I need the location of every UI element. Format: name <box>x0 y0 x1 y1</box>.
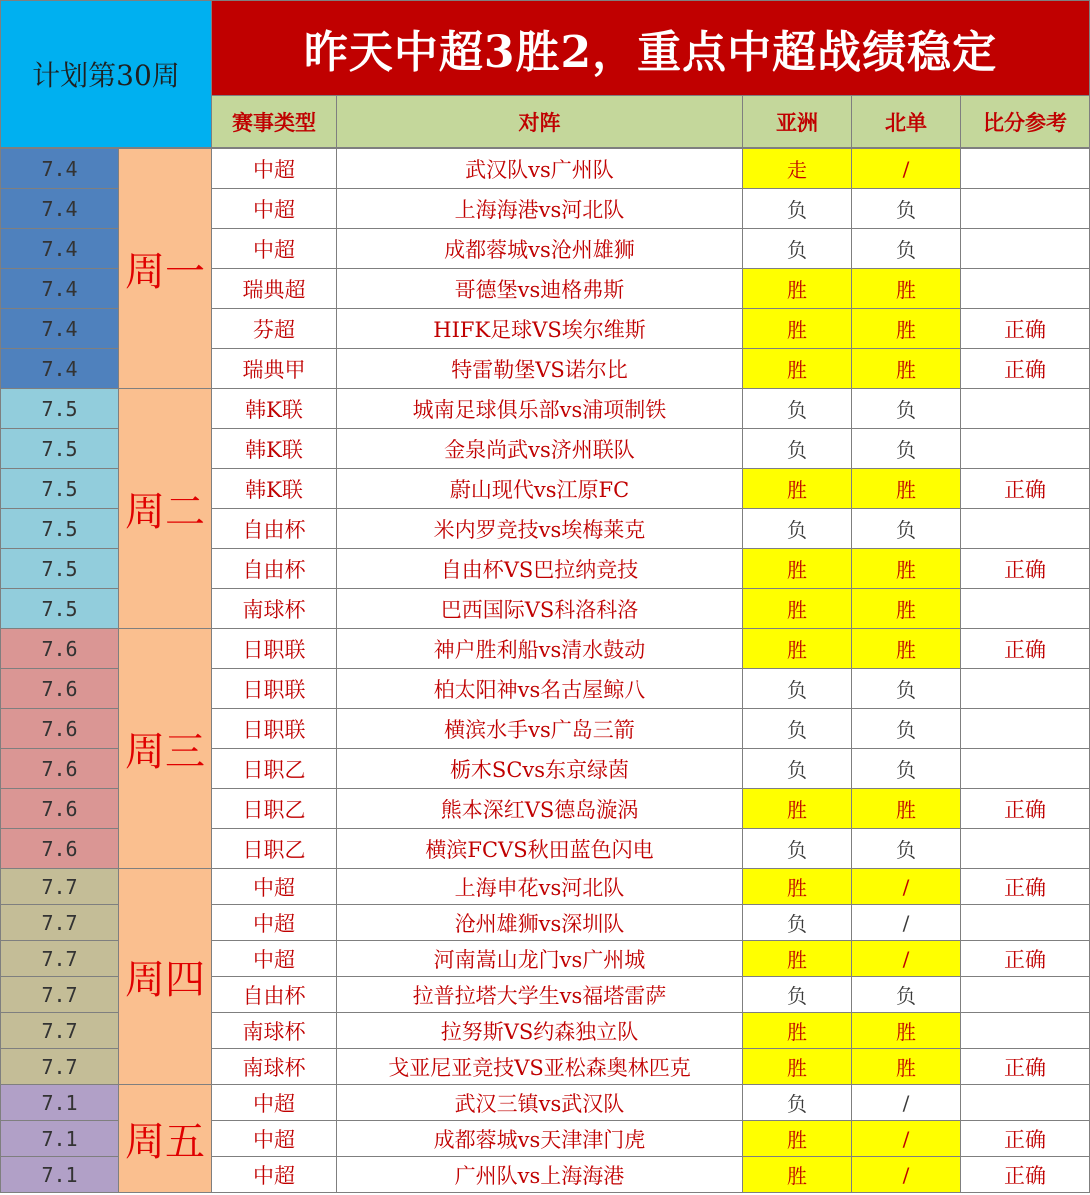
asia-result-cell: 负 <box>742 228 852 269</box>
league-cell: 中超 <box>211 940 337 977</box>
league-cell: 中超 <box>211 1120 337 1157</box>
asia-result-cell: 胜 <box>742 628 852 669</box>
date-cell: 7.7 <box>0 976 119 1013</box>
beidan-result-cell: 负 <box>851 708 961 749</box>
score-reference-cell <box>960 428 1090 469</box>
page-title: 昨天中超3胜2，重点中超战绩稳定 <box>211 0 1090 96</box>
asia-result-cell: 胜 <box>742 548 852 589</box>
header-asia: 亚洲 <box>742 95 852 148</box>
score-reference-cell <box>960 188 1090 229</box>
asia-result-cell: 走 <box>742 148 852 189</box>
match-cell: 拉普拉塔大学生vs福塔雷萨 <box>336 976 743 1013</box>
date-cell: 7.7 <box>0 940 119 977</box>
match-cell: HIFK足球VS埃尔维斯 <box>336 308 743 349</box>
date-cell: 7.6 <box>0 828 119 869</box>
date-cell: 7.7 <box>0 868 119 905</box>
match-cell: 柏太阳神vs名古屋鲸八 <box>336 668 743 709</box>
beidan-result-cell: 负 <box>851 388 961 429</box>
asia-result-cell: 负 <box>742 508 852 549</box>
beidan-result-cell: 胜 <box>851 588 961 629</box>
score-reference-cell <box>960 1084 1090 1121</box>
date-cell: 7.7 <box>0 1048 119 1085</box>
league-cell: 韩K联 <box>211 468 337 509</box>
score-reference-cell: 正确 <box>960 868 1090 905</box>
date-cell: 7.5 <box>0 428 119 469</box>
league-cell: 中超 <box>211 1084 337 1121</box>
league-cell: 自由杯 <box>211 548 337 589</box>
score-reference-cell: 正确 <box>960 468 1090 509</box>
league-cell: 韩K联 <box>211 388 337 429</box>
date-cell: 7.5 <box>0 388 119 429</box>
score-reference-cell <box>960 268 1090 309</box>
date-cell: 7.1 <box>0 1120 119 1157</box>
league-cell: 日职乙 <box>211 828 337 869</box>
header-score: 比分参考 <box>960 95 1090 148</box>
date-cell: 7.4 <box>0 188 119 229</box>
score-reference-cell <box>960 708 1090 749</box>
beidan-result-cell: 负 <box>851 228 961 269</box>
date-cell: 7.6 <box>0 668 119 709</box>
match-cell: 城南足球俱乐部vs浦项制铁 <box>336 388 743 429</box>
league-cell: 日职联 <box>211 708 337 749</box>
date-cell: 7.1 <box>0 1156 119 1193</box>
score-reference-cell <box>960 508 1090 549</box>
match-cell: 横滨FCVS秋田蓝色闪电 <box>336 828 743 869</box>
plan-label: 计划第30周 <box>0 0 212 148</box>
beidan-result-cell: 负 <box>851 508 961 549</box>
date-cell: 7.5 <box>0 548 119 589</box>
weekday-label: 周一 <box>118 148 212 389</box>
asia-result-cell: 负 <box>742 428 852 469</box>
beidan-result-cell: 负 <box>851 828 961 869</box>
match-cell: 河南嵩山龙门vs广州城 <box>336 940 743 977</box>
score-reference-cell <box>960 1012 1090 1049</box>
score-reference-cell <box>960 388 1090 429</box>
beidan-result-cell: 负 <box>851 668 961 709</box>
asia-result-cell: 胜 <box>742 940 852 977</box>
beidan-result-cell: / <box>851 868 961 905</box>
match-cell: 成都蓉城vs沧州雄狮 <box>336 228 743 269</box>
match-cell: 广州队vs上海海港 <box>336 1156 743 1193</box>
beidan-result-cell: / <box>851 1156 961 1193</box>
beidan-result-cell: 胜 <box>851 788 961 829</box>
match-cell: 沧州雄狮vs深圳队 <box>336 904 743 941</box>
weekday-label: 周五 <box>118 1084 212 1193</box>
league-cell: 中超 <box>211 188 337 229</box>
league-cell: 芬超 <box>211 308 337 349</box>
date-cell: 7.1 <box>0 1084 119 1121</box>
asia-result-cell: 胜 <box>742 1012 852 1049</box>
match-cell: 熊本深红VS德岛漩涡 <box>336 788 743 829</box>
date-cell: 7.6 <box>0 788 119 829</box>
match-cell: 自由杯VS巴拉纳竞技 <box>336 548 743 589</box>
date-cell: 7.6 <box>0 708 119 749</box>
league-cell: 中超 <box>211 228 337 269</box>
asia-result-cell: 负 <box>742 976 852 1013</box>
beidan-result-cell: / <box>851 1084 961 1121</box>
beidan-result-cell: 胜 <box>851 628 961 669</box>
beidan-result-cell: 胜 <box>851 548 961 589</box>
beidan-result-cell: / <box>851 1120 961 1157</box>
score-reference-cell <box>960 976 1090 1013</box>
league-cell: 南球杯 <box>211 1048 337 1085</box>
league-cell: 中超 <box>211 868 337 905</box>
date-cell: 7.5 <box>0 588 119 629</box>
league-cell: 自由杯 <box>211 976 337 1013</box>
asia-result-cell: 胜 <box>742 868 852 905</box>
score-reference-cell: 正确 <box>960 1156 1090 1193</box>
beidan-result-cell: / <box>851 148 961 189</box>
date-cell: 7.5 <box>0 508 119 549</box>
score-reference-cell <box>960 668 1090 709</box>
beidan-result-cell: 负 <box>851 976 961 1013</box>
asia-result-cell: 胜 <box>742 268 852 309</box>
league-cell: 南球杯 <box>211 1012 337 1049</box>
date-cell: 7.4 <box>0 308 119 349</box>
beidan-result-cell: 胜 <box>851 1012 961 1049</box>
score-reference-cell: 正确 <box>960 348 1090 389</box>
league-cell: 瑞典超 <box>211 268 337 309</box>
asia-result-cell: 胜 <box>742 1120 852 1157</box>
asia-result-cell: 负 <box>742 188 852 229</box>
date-cell: 7.6 <box>0 628 119 669</box>
league-cell: 中超 <box>211 1156 337 1193</box>
date-cell: 7.6 <box>0 748 119 789</box>
asia-result-cell: 胜 <box>742 468 852 509</box>
asia-result-cell: 负 <box>742 748 852 789</box>
league-cell: 日职乙 <box>211 748 337 789</box>
beidan-result-cell: 负 <box>851 748 961 789</box>
match-cell: 栃木SCvs东京绿茵 <box>336 748 743 789</box>
date-cell: 7.4 <box>0 348 119 389</box>
date-cell: 7.4 <box>0 268 119 309</box>
match-cell: 蔚山现代vs江原FC <box>336 468 743 509</box>
asia-result-cell: 胜 <box>742 1048 852 1085</box>
match-cell: 上海申花vs河北队 <box>336 868 743 905</box>
match-cell: 巴西国际VS科洛科洛 <box>336 588 743 629</box>
header-match: 对阵 <box>336 95 743 148</box>
league-cell: 瑞典甲 <box>211 348 337 389</box>
asia-result-cell: 胜 <box>742 348 852 389</box>
asia-result-cell: 负 <box>742 1084 852 1121</box>
score-reference-cell <box>960 148 1090 189</box>
score-reference-cell: 正确 <box>960 1120 1090 1157</box>
league-cell: 自由杯 <box>211 508 337 549</box>
score-reference-cell <box>960 828 1090 869</box>
beidan-result-cell: 胜 <box>851 268 961 309</box>
score-reference-cell: 正确 <box>960 940 1090 977</box>
date-cell: 7.4 <box>0 148 119 189</box>
match-cell: 神户胜利船vs清水鼓动 <box>336 628 743 669</box>
league-cell: 中超 <box>211 148 337 189</box>
match-cell: 哥德堡vs迪格弗斯 <box>336 268 743 309</box>
date-cell: 7.7 <box>0 904 119 941</box>
asia-result-cell: 负 <box>742 388 852 429</box>
match-cell: 戈亚尼亚竞技VS亚松森奥林匹克 <box>336 1048 743 1085</box>
asia-result-cell: 负 <box>742 828 852 869</box>
asia-result-cell: 负 <box>742 904 852 941</box>
match-cell: 成都蓉城vs天津津门虎 <box>336 1120 743 1157</box>
beidan-result-cell: 负 <box>851 428 961 469</box>
score-reference-cell: 正确 <box>960 628 1090 669</box>
asia-result-cell: 负 <box>742 708 852 749</box>
beidan-result-cell: 胜 <box>851 308 961 349</box>
match-cell: 武汉队vs广州队 <box>336 148 743 189</box>
header-league: 赛事类型 <box>211 95 337 148</box>
beidan-result-cell: 胜 <box>851 348 961 389</box>
score-reference-cell <box>960 588 1090 629</box>
asia-result-cell: 胜 <box>742 788 852 829</box>
match-cell: 米内罗竞技vs埃梅莱克 <box>336 508 743 549</box>
beidan-result-cell: 负 <box>851 188 961 229</box>
league-cell: 日职乙 <box>211 788 337 829</box>
league-cell: 韩K联 <box>211 428 337 469</box>
beidan-result-cell: 胜 <box>851 1048 961 1085</box>
league-cell: 日职联 <box>211 668 337 709</box>
league-cell: 中超 <box>211 904 337 941</box>
match-cell: 拉努斯VS约森独立队 <box>336 1012 743 1049</box>
match-cell: 武汉三镇vs武汉队 <box>336 1084 743 1121</box>
beidan-result-cell: 胜 <box>851 468 961 509</box>
date-cell: 7.4 <box>0 228 119 269</box>
match-cell: 金泉尚武vs济州联队 <box>336 428 743 469</box>
match-cell: 横滨水手vs广岛三箭 <box>336 708 743 749</box>
asia-result-cell: 胜 <box>742 588 852 629</box>
score-reference-cell: 正确 <box>960 788 1090 829</box>
asia-result-cell: 胜 <box>742 308 852 349</box>
score-reference-cell <box>960 904 1090 941</box>
date-cell: 7.7 <box>0 1012 119 1049</box>
weekday-label: 周四 <box>118 868 212 1085</box>
asia-result-cell: 负 <box>742 668 852 709</box>
score-reference-cell: 正确 <box>960 548 1090 589</box>
match-cell: 上海海港vs河北队 <box>336 188 743 229</box>
score-reference-cell: 正确 <box>960 308 1090 349</box>
match-cell: 特雷勒堡VS诺尔比 <box>336 348 743 389</box>
weekday-label: 周三 <box>118 628 212 869</box>
date-cell: 7.5 <box>0 468 119 509</box>
league-cell: 日职联 <box>211 628 337 669</box>
asia-result-cell: 胜 <box>742 1156 852 1193</box>
score-reference-cell: 正确 <box>960 1048 1090 1085</box>
header-beidan: 北单 <box>851 95 961 148</box>
beidan-result-cell: / <box>851 904 961 941</box>
score-reference-cell <box>960 748 1090 789</box>
league-cell: 南球杯 <box>211 588 337 629</box>
weekday-label: 周二 <box>118 388 212 629</box>
beidan-result-cell: / <box>851 940 961 977</box>
score-reference-cell <box>960 228 1090 269</box>
